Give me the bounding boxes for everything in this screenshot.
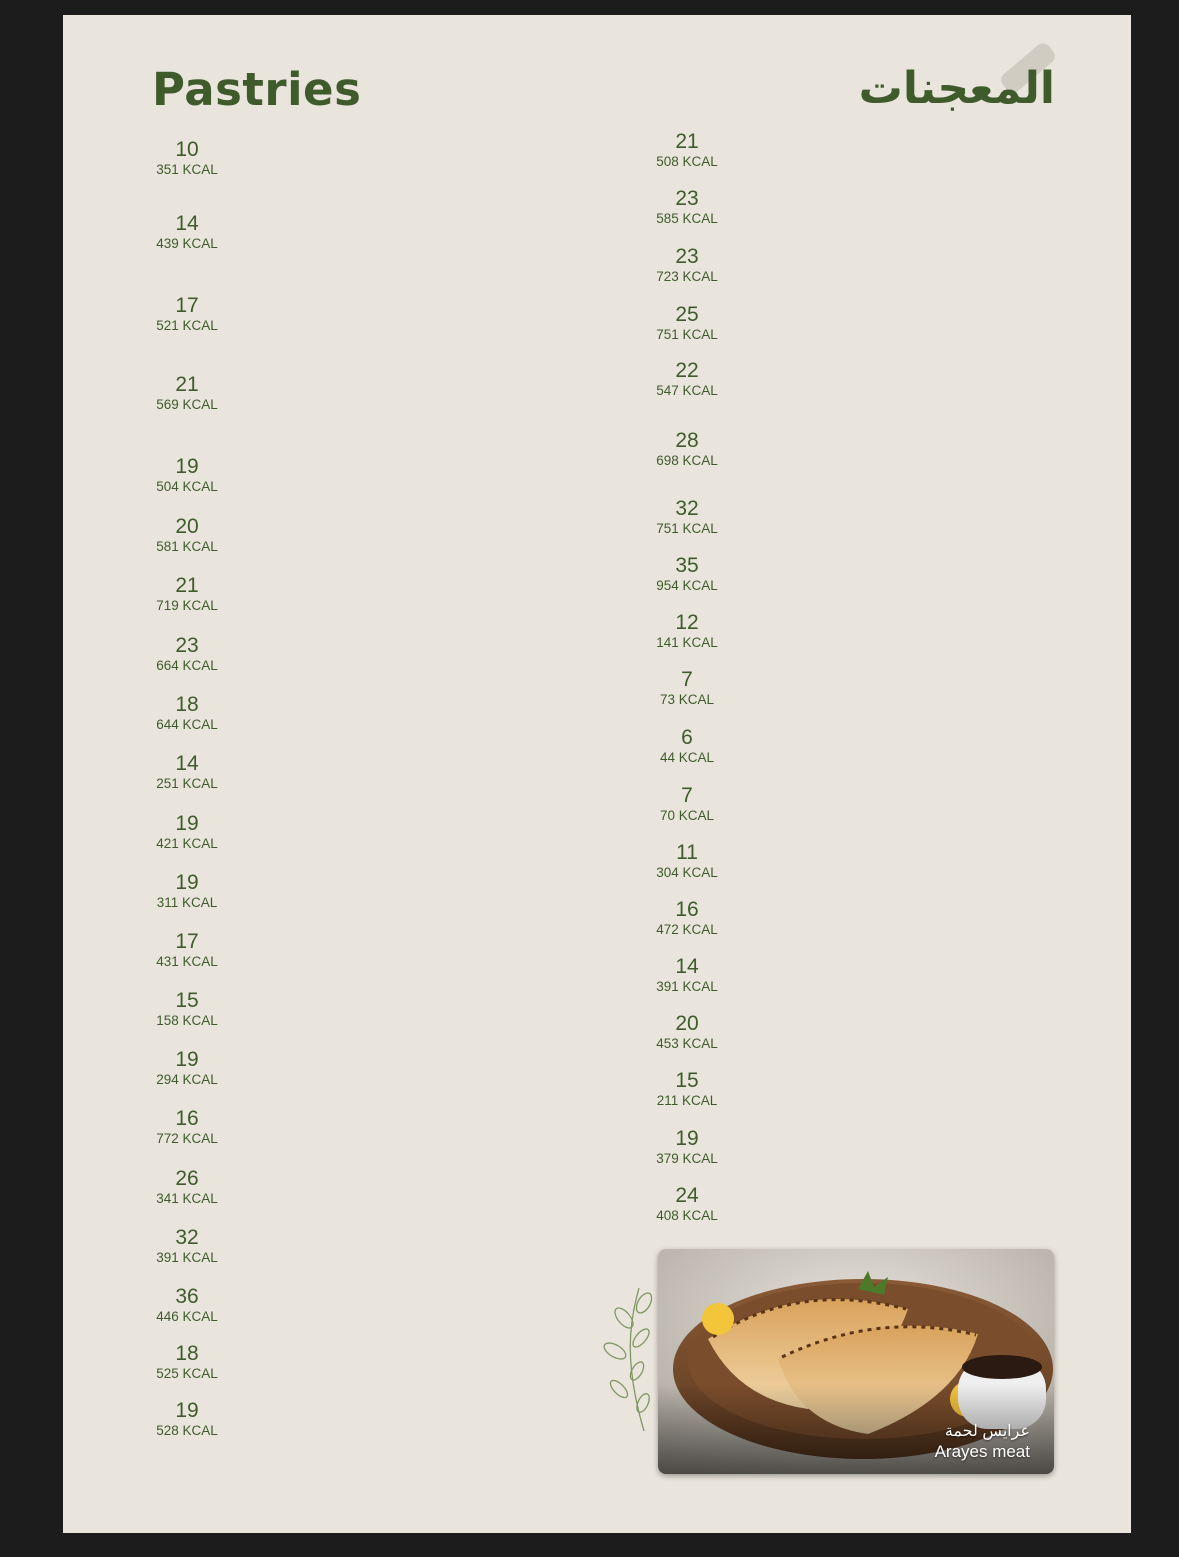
item-price: 14 xyxy=(175,212,199,235)
item-calories: 391 KCAL xyxy=(156,1250,218,1265)
photo-caption-ar: عرايس لحمة xyxy=(944,1423,1030,1440)
item-calories: 211 KCAL xyxy=(656,1093,718,1108)
item-calories: 504 KCAL xyxy=(156,479,218,494)
item-calories: 311 KCAL xyxy=(156,895,218,910)
item-price: 26 xyxy=(175,1167,199,1190)
item-calories: 391 KCAL xyxy=(656,979,718,994)
item-price: 17 xyxy=(175,294,199,317)
item-calories: 569 KCAL xyxy=(156,397,218,412)
olive-branch-decoration xyxy=(599,1283,659,1433)
photo-caption-en: Arayes meat xyxy=(934,1442,1030,1461)
item-price: 18 xyxy=(175,1342,199,1365)
item-calories: 664 KCAL xyxy=(156,658,218,673)
item-price: 16 xyxy=(175,1107,199,1130)
item-calories: 547 KCAL xyxy=(656,383,718,398)
item-price: 32 xyxy=(175,1226,199,1249)
item-calories: 751 KCAL xyxy=(656,521,718,536)
item-price: 32 xyxy=(675,497,699,520)
item-calories: 70 KCAL xyxy=(659,808,715,823)
item-price: 20 xyxy=(675,1012,699,1035)
section-title-ar: المعجنات xyxy=(858,63,1055,114)
item-calories: 141 KCAL xyxy=(656,635,718,650)
item-price: 24 xyxy=(675,1184,699,1207)
item-price: 7 xyxy=(681,668,693,691)
item-calories: 73 KCAL xyxy=(659,692,715,707)
item-calories: 581 KCAL xyxy=(156,539,218,554)
item-calories: 379 KCAL xyxy=(656,1151,718,1166)
item-price: 36 xyxy=(175,1285,199,1308)
item-calories: 751 KCAL xyxy=(656,327,718,342)
item-price: 11 xyxy=(676,841,698,864)
item-calories: 431 KCAL xyxy=(156,954,218,969)
item-calories: 719 KCAL xyxy=(156,598,218,613)
item-calories: 525 KCAL xyxy=(156,1366,218,1381)
item-price: 19 xyxy=(175,455,199,478)
item-price: 17 xyxy=(175,930,199,953)
item-price: 14 xyxy=(175,752,199,775)
item-price: 23 xyxy=(675,187,699,210)
item-calories: 954 KCAL xyxy=(656,578,718,593)
item-calories: 351 KCAL xyxy=(156,162,218,177)
item-calories: 421 KCAL xyxy=(156,836,218,851)
item-price: 23 xyxy=(675,245,699,268)
item-calories: 528 KCAL xyxy=(156,1423,218,1438)
section-title-en: Pastries xyxy=(152,63,362,116)
item-price: 15 xyxy=(675,1069,699,1092)
item-price: 21 xyxy=(175,373,199,396)
item-price: 19 xyxy=(175,812,199,835)
item-price: 19 xyxy=(175,1399,199,1422)
item-calories: 158 KCAL xyxy=(156,1013,218,1028)
item-calories: 585 KCAL xyxy=(656,211,718,226)
item-price: 21 xyxy=(675,130,699,153)
item-price: 35 xyxy=(675,554,699,577)
item-price: 10 xyxy=(175,138,199,161)
item-price: 14 xyxy=(675,955,699,978)
item-calories: 294 KCAL xyxy=(156,1072,218,1087)
item-calories: 446 KCAL xyxy=(156,1309,218,1324)
item-calories: 304 KCAL xyxy=(656,865,718,880)
item-price: 16 xyxy=(675,898,699,921)
item-calories: 251 KCAL xyxy=(156,776,218,791)
item-price: 12 xyxy=(675,611,699,634)
menu-page xyxy=(63,15,1131,1533)
item-calories: 521 KCAL xyxy=(156,318,218,333)
item-price: 19 xyxy=(175,871,199,894)
item-calories: 723 KCAL xyxy=(656,269,718,284)
item-price: 20 xyxy=(175,515,199,538)
item-calories: 439 KCAL xyxy=(156,236,218,251)
item-price: 19 xyxy=(675,1127,699,1150)
item-price: 25 xyxy=(675,303,699,326)
item-price: 19 xyxy=(175,1048,199,1071)
item-calories: 341 KCAL xyxy=(156,1191,218,1206)
item-calories: 408 KCAL xyxy=(656,1208,718,1223)
item-price: 15 xyxy=(175,989,199,1012)
item-calories: 772 KCAL xyxy=(156,1131,218,1146)
item-calories: 644 KCAL xyxy=(156,717,218,732)
item-calories: 44 KCAL xyxy=(659,750,715,765)
item-calories: 453 KCAL xyxy=(656,1036,718,1051)
item-calories: 698 KCAL xyxy=(656,453,718,468)
item-calories: 472 KCAL xyxy=(656,922,718,937)
item-price: 28 xyxy=(675,429,699,452)
item-price: 21 xyxy=(175,574,199,597)
item-price: 18 xyxy=(175,693,199,716)
item-price: 7 xyxy=(681,784,693,807)
item-price: 23 xyxy=(175,634,199,657)
item-calories: 508 KCAL xyxy=(656,154,718,169)
item-price: 6 xyxy=(681,726,693,749)
item-price: 22 xyxy=(675,359,699,382)
arayes-meat-photo xyxy=(658,1249,1054,1474)
